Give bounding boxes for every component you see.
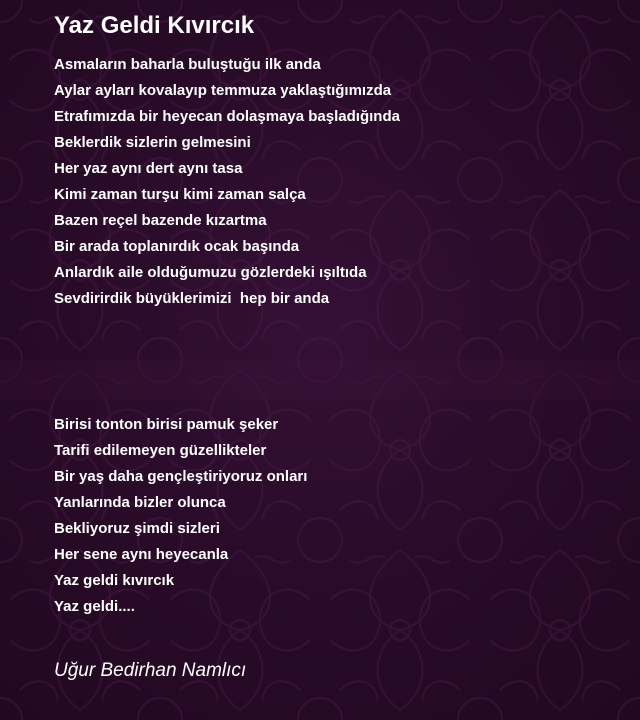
poem-line: Beklerdik sizlerin gelmesini [54, 134, 251, 151]
stanza-1 [54, 52, 400, 312]
poem-line: Anlardık aile olduğumuzu gözlerdeki ışıltıda [54, 264, 367, 281]
poem-title: Yaz Geldi Kıvırcık [54, 12, 255, 39]
poem-line: Etrafımızda bir heyecan dolaşmaya başladığında [54, 108, 400, 125]
poem-line: Tarifi edilemeyen güzellikteler [54, 442, 267, 459]
poem-line: Yaz geldi kıvırcık [54, 572, 175, 589]
poem-line: Yanlarında bizler olunca [54, 494, 226, 511]
stanza-2 [54, 412, 307, 620]
poem-line: Bazen reçel bazende kızartma [54, 212, 267, 229]
poem-author: Uğur Bedirhan Namlıcı [54, 660, 247, 681]
poem-line: Bekliyoruz şimdi sizleri [54, 520, 220, 537]
poem-line: Kimi zaman turşu kimi zaman salça [54, 186, 306, 203]
poem-line: Aylar ayları kovalayıp temmuza yaklaştığımızda [54, 82, 392, 99]
poem-line: Her yaz aynı dert aynı tasa [54, 160, 243, 177]
poem-line: Birisi tonton birisi pamuk şeker [54, 416, 279, 433]
poem-line: Her sene aynı heyecanla [54, 546, 229, 563]
poem-line: Asmaların baharla buluştuğu ilk anda [54, 56, 321, 73]
poem-line: Bir yaş daha gençleştiriyoruz onları [54, 468, 308, 485]
poem-line: Bir arada toplanırdık ocak başında [54, 238, 300, 255]
poem-line: Sevdirirdik büyüklerimizi hep bir anda [54, 290, 330, 307]
poem-line: Yaz geldi.... [54, 598, 135, 615]
